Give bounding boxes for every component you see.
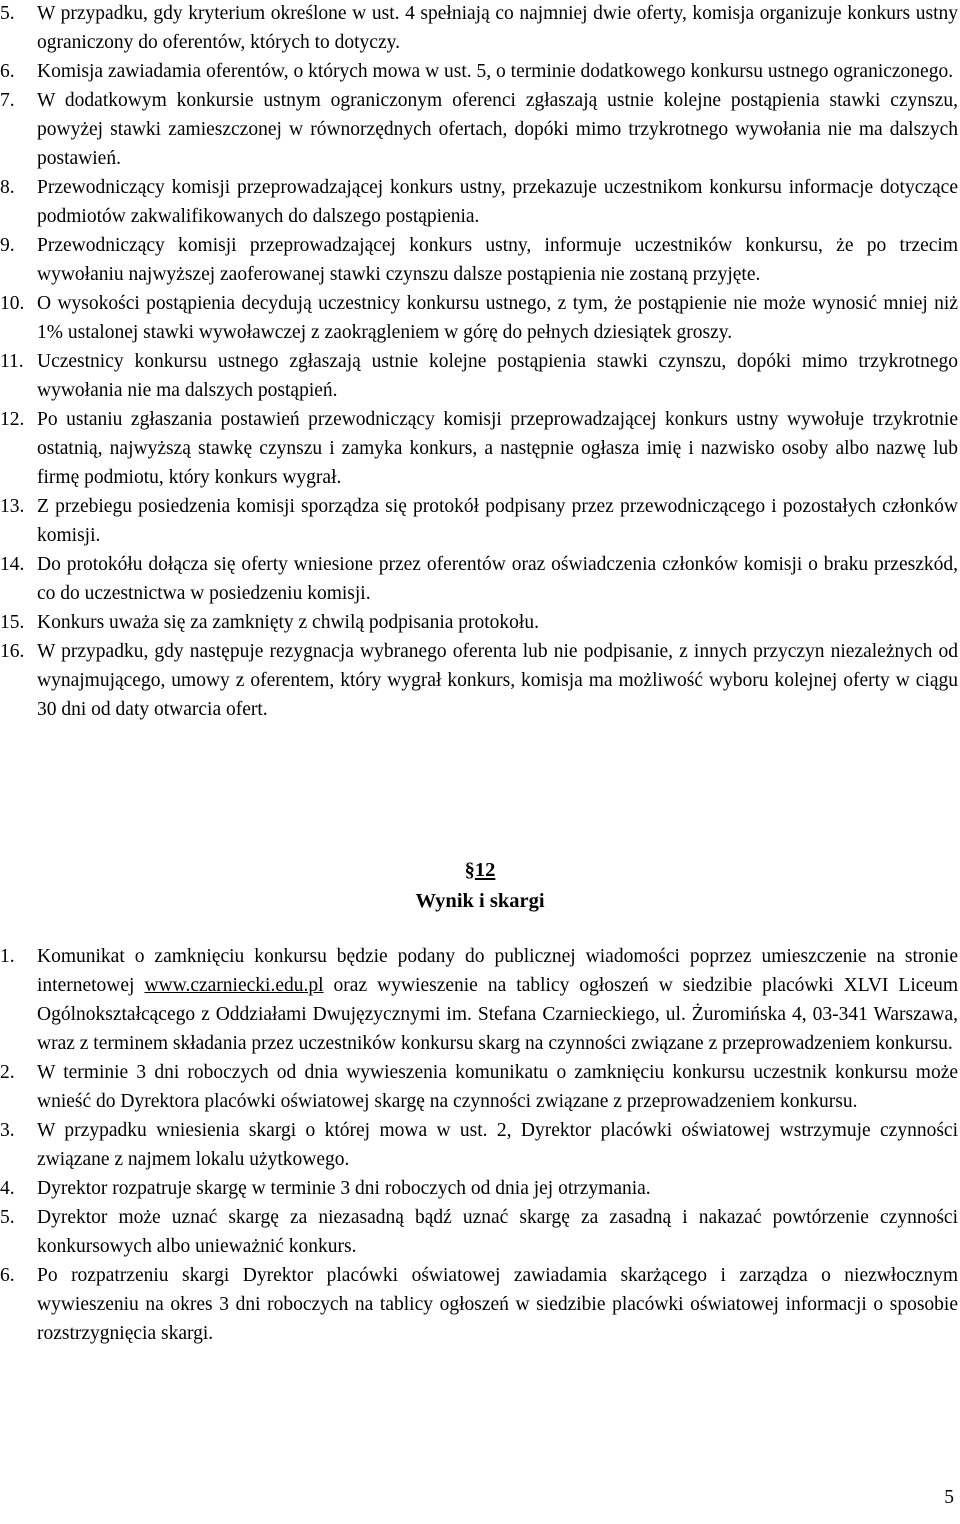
section-number bbox=[0, 855, 960, 886]
list-item bbox=[0, 289, 960, 347]
item-text: W przypadku wniesienia skargi o której mowa w ust. 2, Dyrektor placówki oświatowej wstrzymuje czynności związane z najmem lokalu użytkowego. bbox=[37, 1120, 958, 1170]
item-number: 11. bbox=[0, 351, 24, 372]
item-text: Przewodniczący komisji przeprowadzającej konkurs ustny, przekazuje uczestnikom konkursu informacje dotyczące podmiotów zakwalifikowanych do dalszego postąpienia. bbox=[37, 177, 958, 227]
item-text: Przewodniczący komisji przeprowadzającej konkurs ustny, informuje uczestników konkursu, że po trzecim wywołaniu najwyższej zaoferowanej stawki czynszu dalsze postąpienia nie zostaną przyjęte. bbox=[37, 235, 958, 285]
list-item bbox=[0, 231, 960, 289]
item-number: 3. bbox=[0, 1120, 15, 1141]
section-number-value: 12 bbox=[474, 859, 496, 881]
item-text: Dyrektor może uznać skargę za niezasadną bądź uznać skargę za zasadną i nakazać powtórzenie czynności konkursowych albo unieważnić konkurs. bbox=[37, 1207, 958, 1257]
item-text: W dodatkowym konkursie ustnym ograniczonym oferenci zgłaszają ustnie kolejne postąpienia stawki czynszu, powyżej stawki zamieszczonej w równorzędnych ofertach, dopóki mimo trzykrotnego wywołania nie ma dalszych postawień. bbox=[37, 90, 958, 169]
item-number: 6. bbox=[0, 1265, 15, 1286]
website-link[interactable]: www.czarniecki.edu.pl bbox=[144, 975, 324, 996]
item-text: Do protokółu dołącza się oferty wniesione przez oferentów oraz oświadczenia członków komisji o braku przeszkód, co do uczestnictwa w posiedzeniu komisji. bbox=[37, 554, 958, 604]
item-text: Dyrektor rozpatruje skargę w terminie 3 dni roboczych od dnia jej otrzymania. bbox=[37, 1178, 651, 1199]
list-item bbox=[0, 1058, 960, 1116]
section-list bbox=[0, 942, 960, 1348]
list-item bbox=[0, 0, 960, 57]
list-item bbox=[0, 608, 960, 637]
item-number: 8. bbox=[0, 177, 15, 198]
list-item bbox=[0, 492, 960, 550]
item-text: O wysokości postąpienia decydują uczestnicy konkursu ustnego, z tym, że postąpienie nie może wynosić mniej niż 1% ustalonej stawki wywoławczej z zaokrągleniem w górę do pełnych dziesiątek groszy. bbox=[37, 293, 958, 343]
item-text: Komisja zawiadamia oferentów, o których mowa w ust. 5, o terminie dodatkowego konkursu ustnego ograniczonego. bbox=[37, 61, 954, 82]
item-number: 7. bbox=[0, 90, 15, 111]
item-text: W terminie 3 dni roboczych od dnia wywieszenia komunikatu o zamknięciu konkursu uczestnik konkursu może wnieść do Dyrektora placówki oświatowej skargę na czynności związane z przeprowadzeniem konkursu. bbox=[37, 1062, 958, 1112]
item-text: Konkurs uważa się za zamknięty z chwilą podpisania protokołu. bbox=[37, 612, 539, 633]
section-symbol: § bbox=[464, 859, 475, 881]
list-item bbox=[0, 1203, 960, 1261]
item-number: 12. bbox=[0, 409, 25, 430]
list-item bbox=[0, 347, 960, 405]
item-number: 16. bbox=[0, 641, 25, 662]
item-number: 2. bbox=[0, 1062, 15, 1083]
list-item bbox=[0, 86, 960, 173]
item-number: 13. bbox=[0, 496, 25, 517]
item-number: 14. bbox=[0, 554, 25, 575]
list-item bbox=[0, 1174, 960, 1203]
item-number: 5. bbox=[0, 1207, 15, 1228]
item-text-part: Komunikat o zamknięciu konkursu będzie podany do publicznej wiadomości poprzez umieszczenie na stronie internetowej bbox=[37, 946, 958, 996]
list-item bbox=[0, 173, 960, 231]
list-item bbox=[0, 550, 960, 608]
item-text: Po rozpatrzeniu skargi Dyrektor placówki oświatowej zawiadamia skarżącego i zarządza o niezwłocznym wywieszeniu na okres 3 dni roboczych na tablicy ogłoszeń w siedzibie placówki oświatowej informacji o sposobie rozstrzygnięcia skargi. bbox=[37, 1265, 958, 1344]
page-number: 5 bbox=[944, 1487, 954, 1508]
item-text: W przypadku, gdy kryterium określone w ust. 4 spełniają co najmniej dwie oferty, komisja organizuje konkurs ustny ograniczony do oferentów, których to dotyczy. bbox=[37, 3, 958, 53]
list-item bbox=[0, 1116, 960, 1174]
item-number: 15. bbox=[0, 612, 25, 633]
item-text: Z przebiegu posiedzenia komisji sporządza się protokół podpisany przez przewodniczącego i pozostałych członków komisji. bbox=[37, 496, 958, 546]
item-number: 1. bbox=[0, 946, 15, 967]
item-number: 4. bbox=[0, 1178, 15, 1199]
list-item bbox=[0, 1261, 960, 1348]
item-text-part: oraz wywieszenie na tablicy ogłoszeń w siedzibie placówki XLVI Liceum Ogólnokształcącego z Oddziałami Dwujęzycznymi im. Stefana Czarnieckiego, ul. Żuromińska 4, 03-341 Warszawa, wraz z terminem składania przez uczestników konkursu skarg na czynności związane z przeprowadzeniem konkursu. bbox=[37, 975, 958, 1054]
item-text: Uczestnicy konkursu ustnego zgłaszają ustnie kolejne postąpienia stawki czynszu, dopóki mimo trzykrotnego wywołania nie ma dalszych postąpień. bbox=[37, 351, 958, 401]
list-item bbox=[0, 942, 960, 1058]
section-title: Wynik i skargi bbox=[415, 890, 545, 912]
item-text: W przypadku, gdy następuje rezygnacja wybranego oferenta lub nie podpisanie, z innych przyczyn niezależnych od wynajmującego, umowy z oferentem, który wygrał konkurs, komisja ma możliwość wyboru kolejnej oferty w ciągu 30 dni od daty otwarcia ofert. bbox=[37, 641, 958, 720]
item-number: 6. bbox=[0, 61, 15, 82]
item-text: Po ustaniu zgłaszania postawień przewodniczący komisji przeprowadzającej konkurs ustny wywołuje trzykrotnie ostatnią, najwyższą stawkę czynszu i zamyka konkurs, a następnie ogłasza imię i nazwisko osoby albo nazwę lub firmę podmiotu, który konkurs wygrał. bbox=[37, 409, 958, 488]
item-number: 5. bbox=[0, 3, 15, 24]
item-number: 10. bbox=[0, 293, 25, 314]
list-item bbox=[0, 637, 960, 724]
top-list bbox=[0, 0, 960, 724]
item-text bbox=[37, 946, 958, 1054]
list-item bbox=[0, 405, 960, 492]
list-item bbox=[0, 57, 960, 86]
item-number: 9. bbox=[0, 235, 15, 256]
